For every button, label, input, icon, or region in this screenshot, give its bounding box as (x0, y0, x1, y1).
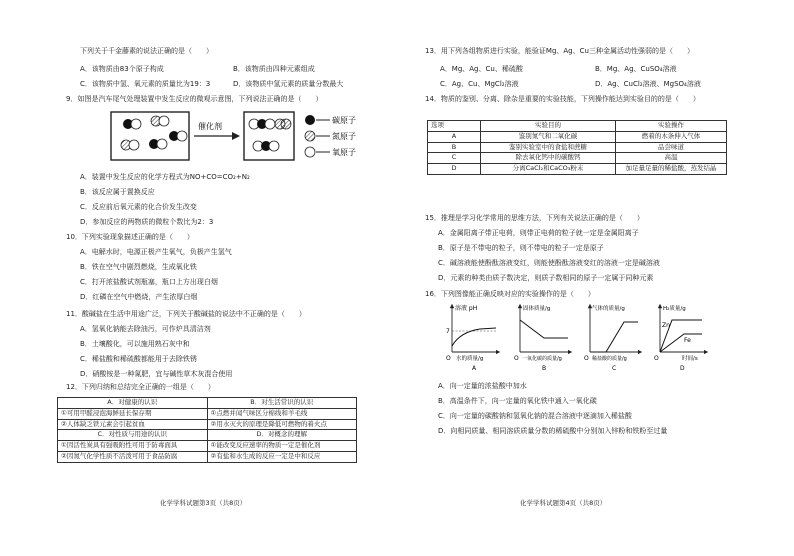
q11-option-a: A．氢氧化钠能去除油污，可作炉具清洁剂 (80, 325, 211, 333)
q11-option-d: D．硝酸铵是一种氮肥，宜与碱性草木灰混合使用 (80, 370, 233, 378)
q14-cell: 品尝味道 (616, 142, 727, 153)
q14-table (427, 120, 727, 175)
graph-a-ylabel: 溶液 pH (455, 305, 478, 312)
q9-option-b: B．该反应属于置换反应 (80, 188, 155, 196)
q9-option-c: C．反应前后氧元素的化合价发生改变 (80, 203, 197, 211)
q10-stem: 10．下列实验现象描述正确的是（ ） (66, 233, 194, 241)
reaction-diagram (110, 108, 380, 165)
q13-option-b: B．Mg、Ag、CuSO₄溶液 (595, 65, 677, 73)
q10-option-b: B．铁在空气中剧烈燃烧，生成氧化铁 (80, 263, 197, 271)
q12-table (57, 397, 357, 463)
q12-cell: ②人体缺乏铁元素会引起贫血 (58, 419, 208, 430)
graph-c-origin: O (584, 355, 589, 362)
graph-c-xlabel: 稀盐酸的质量/g (592, 356, 627, 362)
q14-cell: 加足量足量的稀盐酸，蒸发结晶 (616, 164, 727, 175)
q14-header: 实验目的 (481, 121, 616, 132)
graph-c (584, 304, 640, 372)
q12-cell: ①点燃并闻气味区分棉线和羊毛线 (207, 408, 357, 419)
q14-cell: 鉴别氮气和二氧化碳 (481, 131, 616, 142)
graph-d-ylabel: H₂质量/g (663, 306, 686, 312)
q12-header-a: A．对健康的认识 (58, 398, 208, 409)
graph-b-xlabel: 一氧化碳的质量/g (522, 356, 562, 362)
graph-a-origin: O (446, 355, 451, 362)
q13-stem: 13．用下列各组物质进行实验，能验证Mg、Ag、Cu三种金属活动性强弱的是（ ） (425, 47, 694, 55)
graph-d-series-zn: Zn (662, 322, 670, 329)
q12-cell: ①因活性炭具有强吸附性可用于防毒面具 (58, 441, 208, 452)
product-molecules (249, 119, 291, 151)
q10-option-d: D．红磷在空气中燃烧，产生浓厚白烟 (80, 293, 198, 301)
right-page-footer: 化学学科试题第4页（共8页） (520, 499, 607, 507)
q14-stem: 14．物质的鉴别、分离、除杂是重要的实验技能，下列操作能达到实验目的的是（ ） (425, 95, 700, 103)
q15-option-c: C．碱溶液能使酚酞溶液变红，则能使酚酞溶液变红的溶液一定是碱溶液 (438, 259, 660, 267)
q9-option-d: D．参加反应的两物质的微粒个数比为2：3 (80, 218, 214, 226)
graph-a-tick: 7 (446, 328, 450, 335)
graph-a-xlabel: 水的质量/g (456, 356, 484, 362)
q12-header-c: C．对性质与用途的认识 (58, 430, 208, 441)
q13-option-d: D．Ag、CuCl₂溶液、MgSO₄溶液 (595, 80, 701, 88)
q14-header: 选项 (428, 121, 481, 132)
q9-stem: 9．如图是汽车尾气处理装置中发生反应的微观示意图，下列说法正确的是（ ） (66, 95, 323, 103)
q16-option-a: A．向一定量的浓盐酸中加水 (438, 382, 527, 390)
q8-option-b: B．该物质由四种元素组成 (233, 65, 315, 73)
q15-option-d: D．元素的种类由质子数决定，则质子数相同的原子一定属于同种元素 (438, 274, 654, 282)
graph-d-origin: O (654, 355, 659, 362)
legend-carbon: 碳原子 (332, 116, 356, 125)
graph-b-letter: B (542, 365, 547, 372)
q12-cell: ②有盐和水生成的反应一定是中和反应 (207, 451, 357, 462)
q14-cell: 分离CaCl₂和CaCO₃粉末 (481, 164, 616, 175)
q12-stem: 12．下列归纳和总结完全正确的一组是（ ） (66, 383, 215, 391)
q14-cell: A (428, 131, 481, 142)
q8-option-c: C．该物质中氢、氧元素的质量比为19：3 (80, 80, 211, 88)
q12-header-b: B．对生活常识的认识 (207, 398, 357, 409)
q12-header-d: D．对概念的理解 (207, 430, 357, 441)
q16-option-b: B．高温条件下，向一定量的氧化铁中通入一氧化碳 (438, 397, 597, 405)
legend-oxygen: 氧原子 (332, 148, 356, 157)
q14-cell: 除去氧化钙中的碳酸钙 (481, 153, 616, 164)
catalyst-label: 催化剂 (198, 122, 222, 131)
q14-cell: D (428, 164, 481, 175)
left-page-footer: 化学学科试题第3页（共8页） (160, 499, 247, 507)
q16-stem: 16．下列图像能正确反映对应的实验操作的是（ ） (425, 290, 595, 298)
graph-d-series-fe: Fe (684, 337, 691, 344)
graph-c-ylabel: 气体的质量/g (592, 306, 625, 312)
q14-cell: 高温 (616, 153, 727, 164)
q8-stem: 下列关于千金藤素的说法正确的是（ ） (80, 47, 213, 55)
q10-option-c: C．打开浓盐酸试剂瓶塞，瓶口上方出现白烟 (80, 278, 218, 286)
q14-cell: 燃着的木条伸入气体 (616, 131, 727, 142)
graph-a-letter: A (472, 365, 477, 372)
q9-option-a: A．装置中发生反应的化学方程式为NO+CO=CO₂+N₂ (80, 173, 250, 181)
q12-cell: ①能改变反应速率的物质一定是催化剂 (207, 441, 357, 452)
q8-option-d: D．该物质中氢元素的质量分数最大 (233, 80, 344, 88)
q12-cell: ②因氮气化学性质不活泼可用于食品防腐 (58, 451, 208, 462)
q13-option-a: A．Mg、Ag、Cu、稀硫酸 (440, 65, 523, 73)
q8-option-a: A．该物质由83个原子构成 (80, 65, 164, 73)
graph-d-letter: D (680, 365, 685, 372)
q11-stem: 11．酸碱盐在生活中用途广泛，下列关于酸碱盐的说法中不正确的是（ ） (66, 310, 306, 318)
q16-option-c: C．向一定量的碳酸钠和氢氧化钠的混合溶液中逐滴加入稀盐酸 (438, 412, 632, 420)
legend-nitrogen: 氮原子 (332, 132, 356, 141)
q14-cell: C (428, 153, 481, 164)
atom-legend (305, 115, 356, 157)
graph-d (654, 304, 706, 372)
q15-stem: 15．推理是学习化学常用的思维方法，下列有关说法正确的是（ ） (425, 214, 644, 222)
q10-option-a: A．电解水时，电源正极产生氧气，负极产生氢气 (80, 248, 232, 256)
q16-graphs (440, 300, 710, 372)
q11-option-c: C．稀盐酸和稀硫酸都能用于去除铁锈 (80, 355, 197, 363)
q14-header: 实验操作 (616, 121, 727, 132)
q12-cell: ②用水灭火的原理是降低可燃物的着火点 (207, 419, 357, 430)
q14-cell: B (428, 142, 481, 153)
q13-option-c: C．Ag、Cu、MgCl₂溶液 (440, 80, 519, 88)
reactant-molecules (121, 116, 187, 150)
q16-option-d: D．向相同质量、相同溶质质量分数的稀硫酸中分别加入锌粉和铁粉至过量 (438, 427, 668, 435)
q15-option-b: B．原子是不带电的粒子，则不带电的粒子一定是原子 (438, 244, 604, 252)
graph-b (514, 304, 570, 372)
graph-d-xlabel: 时间/s (682, 356, 698, 362)
graph-b-origin: O (514, 355, 519, 362)
graph-b-ylabel: 固体质量/g (523, 306, 551, 312)
q14-cell: 鉴别实验室中的食盐和蔗糖 (481, 142, 616, 153)
graph-c-letter: C (612, 365, 617, 372)
graph-a (446, 304, 498, 372)
q12-cell: ①可用甲醛浸泡海鲜延长保存期 (58, 408, 208, 419)
q15-option-a: A．金属阳离子带正电荷，则带正电荷的粒子就一定是金属阳离子 (438, 229, 639, 237)
q11-option-b: B．土壤酸化，可以施用熟石灰中和 (80, 340, 190, 348)
